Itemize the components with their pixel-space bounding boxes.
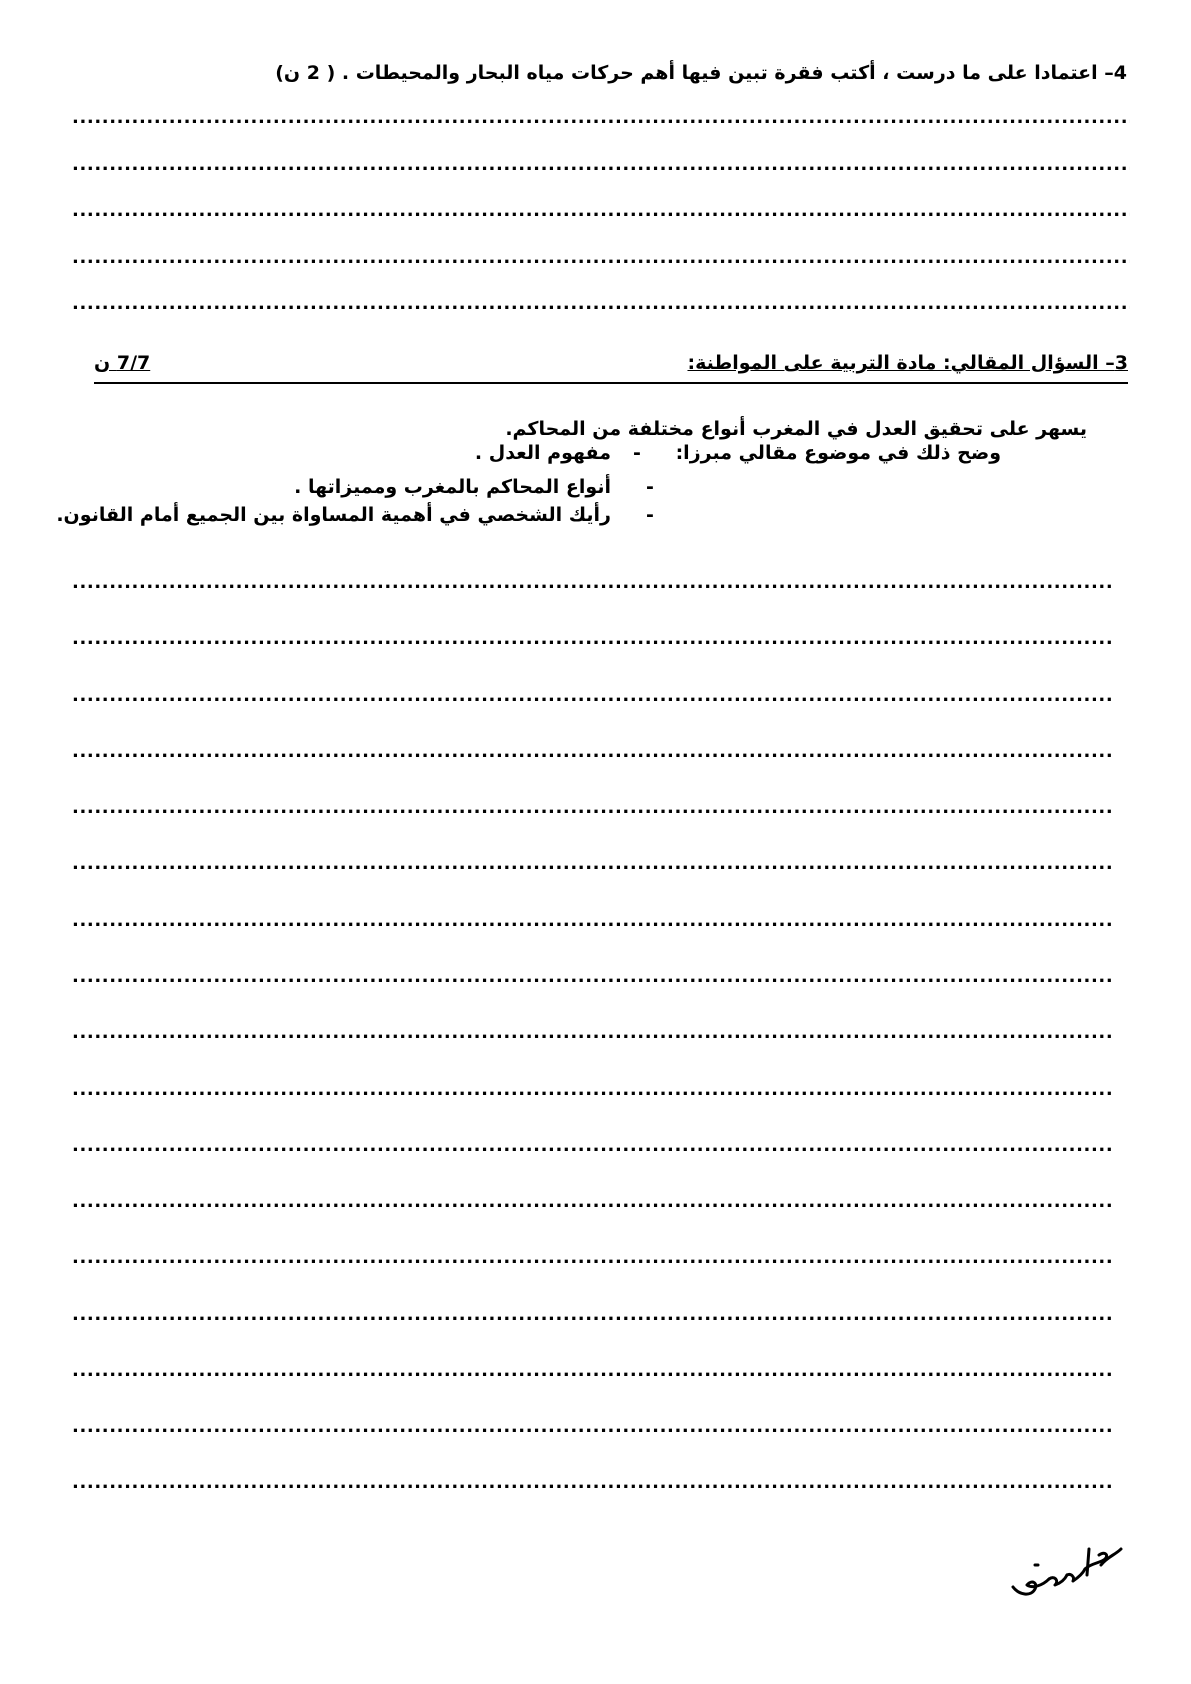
question-3-point: أنواع المحاكم بالمغرب ومميزاتها . <box>294 476 611 498</box>
answer-line[interactable] <box>72 1361 1112 1381</box>
answer-line[interactable] <box>72 1080 1112 1100</box>
answer-line[interactable] <box>72 1417 1112 1437</box>
answer-line[interactable] <box>72 294 1130 314</box>
answer-line[interactable] <box>72 1305 1112 1325</box>
question-3-intro: يسهر على تحقيق العدل في المغرب أنواع مختلفة من المحاكم. <box>505 418 1087 440</box>
signature-handwritten <box>1005 1535 1125 1605</box>
answer-line[interactable] <box>72 1136 1112 1156</box>
answer-line[interactable] <box>72 248 1130 268</box>
answer-line[interactable] <box>72 798 1112 818</box>
answer-line[interactable] <box>72 629 1112 649</box>
answer-line[interactable] <box>72 1473 1112 1493</box>
answer-line[interactable] <box>72 108 1130 128</box>
bullet-dash: - <box>633 442 641 464</box>
bullet-dash: - <box>646 504 654 526</box>
question-3-instruction: وضح ذلك في موضوع مقالي مبرزا: <box>675 442 1001 464</box>
answer-line[interactable] <box>72 967 1112 987</box>
answer-line[interactable] <box>72 854 1112 874</box>
answer-line[interactable] <box>72 1248 1112 1268</box>
answer-line[interactable] <box>72 911 1112 931</box>
answer-line[interactable] <box>72 742 1112 762</box>
bullet-dash: - <box>646 476 654 498</box>
question-3-point: مفهوم العدل . <box>474 442 611 464</box>
question-3-point: رأيك الشخصي في أهمية المساواة بين الجميع أمام القانون. <box>56 504 611 526</box>
answer-line[interactable] <box>72 1192 1112 1212</box>
question-3-score: 7/7 ن <box>94 352 151 374</box>
answer-line[interactable] <box>72 201 1130 221</box>
answer-line[interactable] <box>72 573 1112 593</box>
answer-line[interactable] <box>72 155 1130 175</box>
question-3-title: 3– السؤال المقالي: مادة التربية على المواطنة: <box>687 352 1128 374</box>
answer-line[interactable] <box>72 686 1112 706</box>
question-4-prompt: 4– اعتمادا على ما درست ، أكتب فقرة تبين فيها أهم حركات مياه البحار والمحيطات . ( 2 ن) <box>275 62 1127 84</box>
answer-line[interactable] <box>72 1023 1112 1043</box>
question-3-header <box>94 352 1128 384</box>
